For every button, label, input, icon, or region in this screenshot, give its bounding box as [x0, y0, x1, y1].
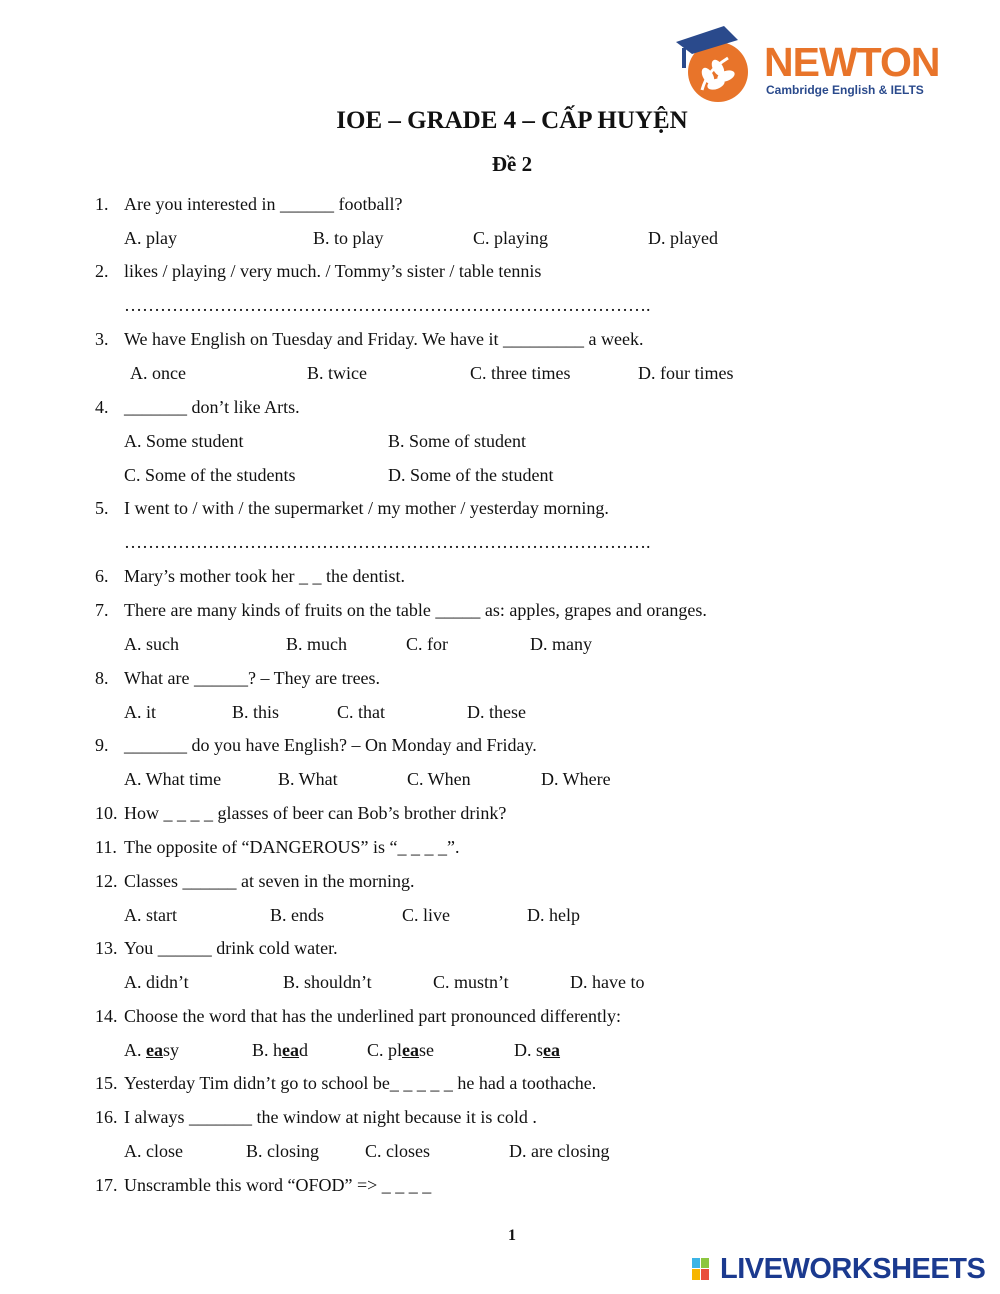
option-b: B. ends [270, 905, 324, 925]
page-number: 1 [508, 1227, 516, 1244]
option-d: D. sea [514, 1040, 561, 1060]
question-number: 9. [95, 735, 109, 755]
underlined-part: ea [282, 1040, 300, 1060]
option-d: D. have to [570, 972, 645, 992]
option-a: A. such [124, 634, 179, 654]
question-number: 6. [95, 566, 109, 586]
liveworksheets-logo [690, 1254, 990, 1284]
question-number: 3. [95, 329, 109, 349]
option-c: C. for [406, 634, 448, 654]
option-c: C. Some of the students [124, 465, 296, 485]
option-a: A. didn’t [124, 972, 189, 992]
option-a: A. easy [124, 1040, 180, 1060]
option-d: D. help [527, 905, 580, 925]
question-text: What are ______? – They are trees. [124, 668, 381, 688]
option-b: B. this [232, 702, 280, 722]
answer-dots: ……………………………………………………………………………. [124, 532, 651, 552]
question-number: 8. [95, 668, 109, 688]
footer-brand: LIVEWORKSHEETS [720, 1253, 986, 1285]
underlined-part: ea [543, 1040, 561, 1060]
question-text: Choose the word that has the underlined part pronounced differently: [124, 1006, 622, 1026]
question-number: 17. [95, 1175, 118, 1195]
option-c: C. mustn’t [433, 972, 509, 992]
question-text: Mary’s mother took her _ _ the dentist. [124, 566, 405, 586]
option-a: A. What time [124, 769, 222, 789]
question-text: We have English on Tuesday and Friday. We have it _________ a week. [124, 329, 644, 349]
option-c: C. When [407, 769, 471, 789]
option-d: D. Where [541, 769, 611, 789]
question-number: 10. [95, 803, 118, 823]
option-a: A. start [124, 905, 177, 925]
option-b: B. twice [307, 363, 367, 383]
question-number: 2. [95, 261, 109, 281]
question-number: 11. [95, 837, 117, 857]
question-text: Are you interested in ______ football? [124, 194, 403, 214]
answer-dots: ……………………………………………………………………………. [124, 295, 651, 315]
question-text: likes / playing / very much. / Tommy’s sister / table tennis [124, 261, 542, 281]
underlined-part: ea [146, 1040, 163, 1060]
option-c: C. three times [470, 363, 571, 383]
option-b: B. Some of student [388, 431, 526, 451]
question-text: Unscramble this word “OFOD” => _ _ _ _ [124, 1175, 432, 1195]
option-a: A. once [130, 363, 186, 383]
graduation-cap-icon [672, 20, 764, 110]
question-text: I always _______ the window at night because it is cold . [124, 1107, 537, 1127]
option-b: B. much [286, 634, 347, 654]
option-b: B. shouldn’t [283, 972, 372, 992]
question-text: You ______ drink cold water. [124, 938, 338, 958]
question-text: Yesterday Tim didn’t go to school be_ _ _ _ _ he had a toothache. [124, 1073, 597, 1093]
option-d: D. four times [638, 363, 734, 383]
page-title: IOE – GRADE 4 – CẤP HUYỆN [336, 107, 688, 134]
option-a: A. play [124, 228, 177, 248]
option-b: B. head [252, 1040, 309, 1060]
option-c: C. please [367, 1040, 435, 1060]
option-b: B. to play [313, 228, 384, 248]
liveworksheets-icon [692, 1258, 718, 1280]
question-number: 14. [95, 1006, 118, 1026]
question-number: 15. [95, 1073, 118, 1093]
option-d: D. many [530, 634, 592, 654]
question-text: Classes ______ at seven in the morning. [124, 871, 415, 891]
page-subtitle: Đề 2 [491, 152, 533, 176]
question-text: I went to / with / the supermarket / my mother / yesterday morning. [124, 498, 609, 518]
question-number: 4. [95, 397, 109, 417]
question-text: _______ do you have English? – On Monday and Friday. [124, 735, 537, 755]
option-c: C. live [402, 905, 450, 925]
option-d: D. are closing [509, 1141, 610, 1161]
question-text: _______ don’t like Arts. [124, 397, 300, 417]
option-c: C. playing [473, 228, 548, 248]
option-a: A. close [124, 1141, 183, 1161]
question-number: 5. [95, 498, 109, 518]
question-text: There are many kinds of fruits on the table _____ as: apples, grapes and oranges. [124, 600, 707, 620]
newton-logo [672, 20, 942, 110]
question-number: 12. [95, 871, 118, 891]
brand-name: NEWTON [764, 39, 940, 85]
question-number: 7. [95, 600, 109, 620]
question-number: 16. [95, 1107, 118, 1127]
option-c: C. closes [365, 1141, 430, 1161]
question-text: The opposite of “DANGEROUS” is “_ _ _ _”. [124, 837, 460, 857]
option-b: B. What [278, 769, 338, 789]
underlined-part: ea [402, 1040, 420, 1060]
option-d: D. played [648, 228, 718, 248]
option-c: C. that [337, 702, 385, 722]
option-a: A. it [124, 702, 157, 722]
option-b: B. closing [246, 1141, 320, 1161]
question-text: How _ _ _ _ glasses of beer can Bob’s brother drink? [124, 803, 507, 823]
question-number: 13. [95, 938, 118, 958]
option-d: D. these [467, 702, 526, 722]
option-a: A. Some student [124, 431, 244, 451]
option-d: D. Some of the student [388, 465, 554, 485]
question-number: 1. [95, 194, 109, 214]
brand-tagline: Cambridge English & IELTS [766, 83, 924, 97]
